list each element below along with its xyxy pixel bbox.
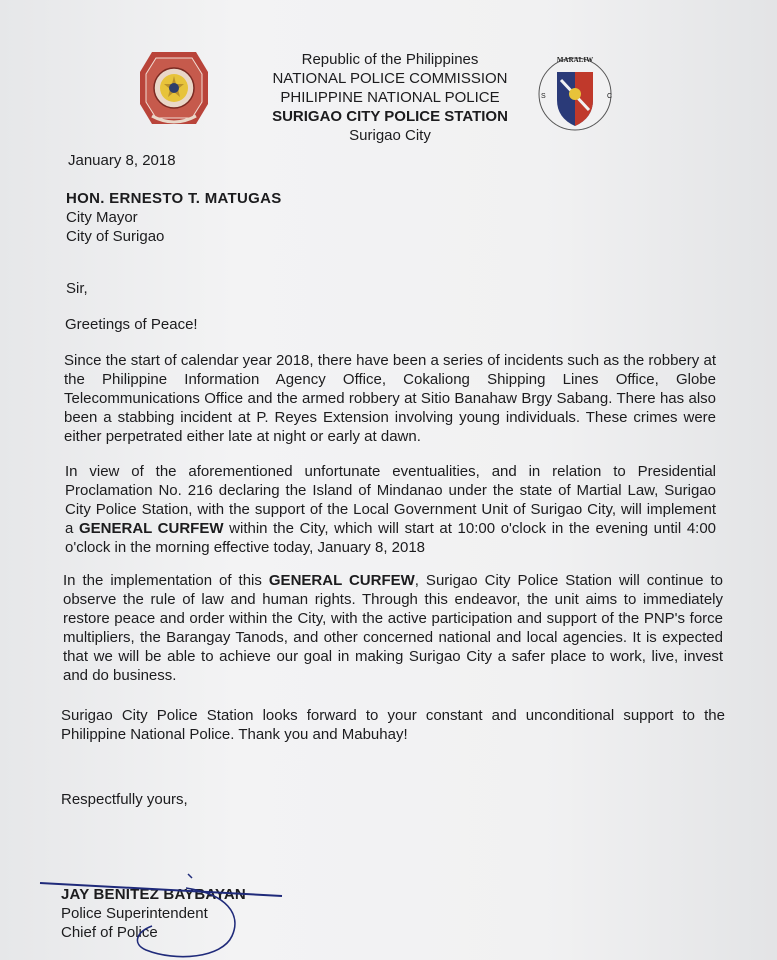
pnp-seal-logo [138, 46, 210, 128]
header-city: Surigao City [349, 127, 431, 144]
p2-emphasis: GENERAL CURFEW [78, 520, 224, 537]
p2-text-a: In view of the aforementioned unfortunate eventualities, and in relation to Presidential Proclamation No. 216 declaring the Island of Mindanao under the state of Martial Law, Surigao City Police Station, with the support of the Local Government Unit of Surigao City, will implement a [65, 463, 716, 537]
svg-text:S: S [541, 93, 546, 100]
recipient-name: HON. ERNESTO T. MATUGAS [66, 190, 282, 207]
recipient-title: City Mayor [66, 209, 138, 226]
closing: Respectfully yours, [61, 791, 188, 808]
recipient-org: City of Surigao [66, 228, 165, 245]
handwritten-signature [36, 866, 296, 960]
addressee-block [66, 189, 282, 246]
seal-motto-text: MARALIW [556, 56, 594, 64]
p2-text-b: within the City, which will start at 10:00 o'clock in the evening until 4:00 o'clock in the morning effective today, January 8, 2018 [65, 520, 717, 556]
p3-text-a: In the implementation of this [63, 572, 262, 589]
p3-emphasis: GENERAL CURFEW [268, 572, 415, 589]
header-pnp: PHILIPPINE NATIONAL POLICE [280, 89, 500, 106]
svg-text:C: C [607, 93, 613, 100]
header-napolcom: NATIONAL POLICE COMMISSION [272, 70, 508, 87]
body-paragraph-1: Since the start of calendar year 2018, there have been a series of incidents such as the robbery at the Philippine Information Agency Office, Cokaliong Shipping Lines Office, Globe Telecommunications Office and the armed robbery at Sitio Banahaw Brgy Sabang. There has also been a stabbing incident at P. Reyes Extension involving young individuals. These crimes were either perpetrated either late at night or early at dawn. [64, 352, 716, 445]
body-paragraph-3 [63, 571, 723, 685]
header-republic: Republic of the Philippines [301, 51, 479, 68]
police-station-seal-logo [535, 50, 615, 134]
signatory-role: Chief of Police [61, 924, 158, 941]
p3-text-b: , Surigao City Police Station will continue to observe the rule of law and human rights. Through this endeavor, the unit aims to immediately restore peace and order within the City, with the active participation and support of the PNP's force multipliers, the Barangay Tanods, and other concerned national and local agencies. It is expected that we will be able to achieve our goal in making Surigao City a safer place to work, live, invest and do business. [63, 572, 724, 684]
letterhead [240, 50, 540, 145]
greeting: Greetings of Peace! [65, 316, 198, 333]
salutation: Sir, [66, 280, 88, 297]
body-paragraph-4: Surigao City Police Station looks forward to your constant and unconditional support to the Philippine National Police. Thank you and Mabuhay! [61, 707, 725, 743]
body-paragraph-2 [65, 462, 716, 557]
header-station: SURIGAO CITY POLICE STATION [272, 108, 508, 125]
signatory-name: JAY BENITEZ BAYBAYAN [61, 886, 246, 903]
letter-date: January 8, 2018 [68, 152, 176, 169]
signatory-title: Police Superintendent [61, 905, 208, 922]
